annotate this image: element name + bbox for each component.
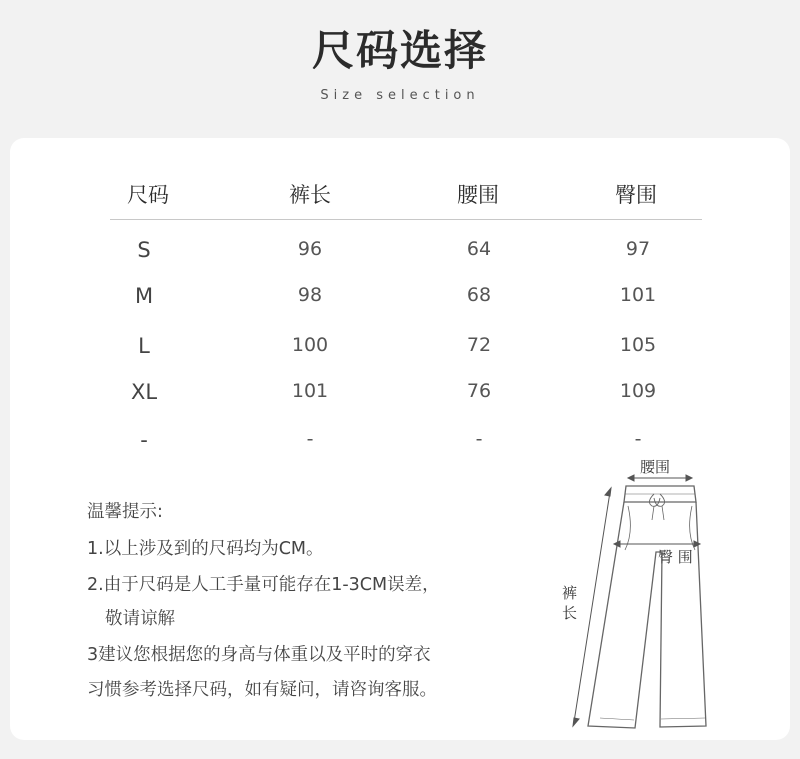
row-size: - <box>140 428 148 452</box>
row-length: 100 <box>291 334 329 356</box>
row-hip: 109 <box>619 380 657 402</box>
row-length: - <box>306 428 314 450</box>
row-hip: 101 <box>619 284 657 306</box>
length-label-2: 长 <box>562 604 578 622</box>
row-waist: - <box>475 428 483 450</box>
pants-outline-icon <box>550 450 790 740</box>
row-length: 101 <box>291 380 329 402</box>
tip-3: 3建议您根据您的身高与体重以及平时的穿衣 <box>87 645 431 665</box>
header-length: 裤长 <box>289 183 331 207</box>
tip-2: 2.由于尺码是人工手量可能存在1-3CM误差， <box>87 575 440 595</box>
row-size: XL <box>130 380 158 404</box>
row-length: 98 <box>297 284 323 306</box>
tips-heading: 温馨提示: <box>87 502 163 522</box>
row-length: 96 <box>297 238 323 260</box>
row-waist: 72 <box>466 334 492 356</box>
row-size: S <box>137 238 151 262</box>
size-table-header <box>110 175 702 220</box>
tip-2-continued: 敬请谅解 <box>105 609 175 629</box>
header-waist: 腰围 <box>457 183 499 207</box>
hip-label: 臀 围 <box>658 548 693 566</box>
header-hip: 臀围 <box>615 183 657 207</box>
header-size: 尺码 <box>127 183 169 207</box>
row-waist: 64 <box>466 238 492 260</box>
row-waist: 76 <box>466 380 492 402</box>
page-subtitle: Size selection <box>320 88 480 103</box>
row-size: L <box>138 334 150 358</box>
waist-label: 腰围 <box>640 458 671 476</box>
row-size: M <box>134 284 154 308</box>
table-row <box>110 334 702 364</box>
table-row <box>110 380 702 410</box>
tip-1: 1.以上涉及到的尺码均为CM。 <box>87 539 324 559</box>
page-title: 尺码选择 <box>311 26 488 75</box>
table-row <box>110 238 702 268</box>
row-waist: 68 <box>466 284 492 306</box>
row-hip: - <box>634 428 642 450</box>
length-label-1: 裤 <box>562 584 578 602</box>
row-hip: 105 <box>619 334 657 356</box>
tip-3-continued: 习惯参考选择尺码，如有疑问，请咨询客服。 <box>87 680 437 700</box>
pants-measurement-diagram <box>550 450 790 740</box>
table-row <box>110 284 702 314</box>
row-hip: 97 <box>625 238 651 260</box>
